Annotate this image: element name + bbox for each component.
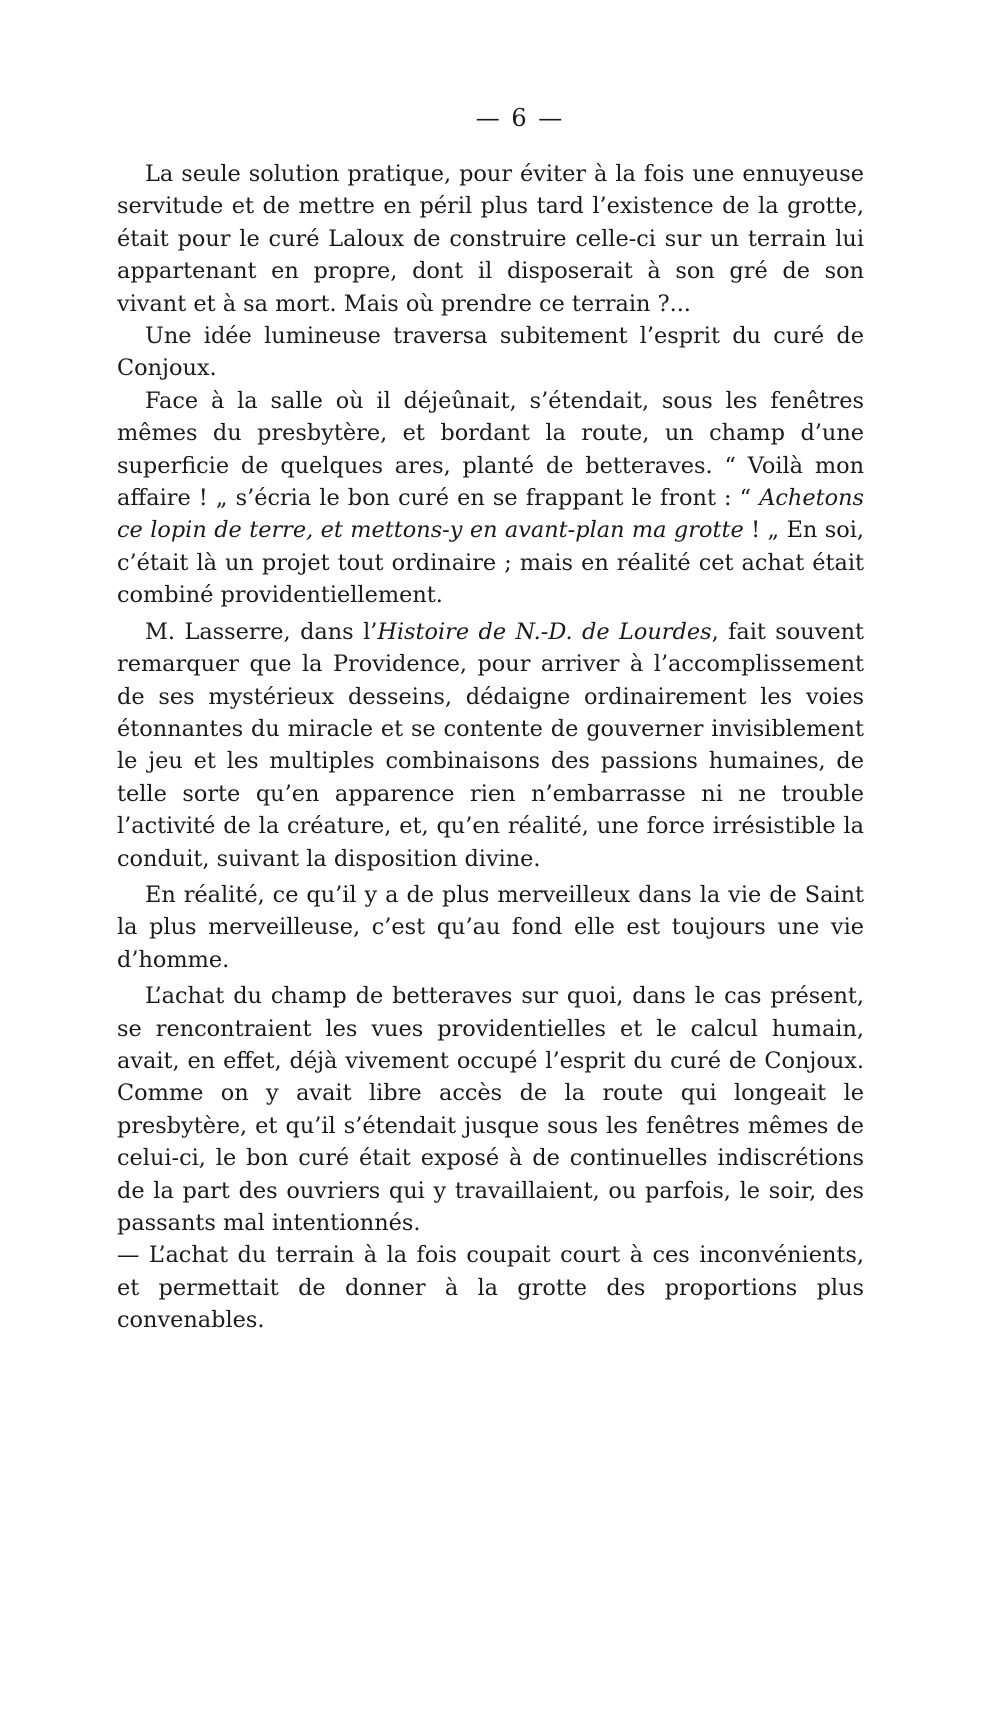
- page-number: — 6 —: [475, 104, 565, 132]
- paragraph-4-text-b: , fait souvent remarquer que la Providence, pour arriver à l’accomplissement de ses mystérieux desseins, dédaigne ordinairement les voies étonnantes du miracle et se contente de gouverner invisiblement le jeu et les multiples combinaisons des passions humaines, de telle sorte qu’en apparence rien n’embarrasse ni ne trouble l’activité de la créature, et, qu’en réalité, une force irrésistible la conduit, suivant la disposition divine.: [117, 618, 865, 872]
- paragraph-7: — L’achat du terrain à la fois coupait court à ces inconvénients, et permettait de donner à la grotte des proportions plus convenables.: [117, 1242, 864, 1334]
- paragraph-4-italic: Histoire de N.-D. de Lourdes: [377, 618, 712, 645]
- paragraph-1: La seule solution pratique, pour éviter à la fois une ennuyeuse servitude et de mettre en péril plus tard l’existence de la grotte, était pour le curé Laloux de construire celle-ci sur un terrain lui appartenant en propre, dont il disposerait à son gré de son vivant et à sa mort. Mais où prendre ce terrain ?...: [117, 161, 864, 317]
- paragraph-4-text-a: M. Lasserre, dans l’: [145, 618, 378, 645]
- paragraph-6: L’achat du champ de betteraves sur quoi, dans le cas présent, se rencontraient les vues providentielles et le calcul humain, avait, en effet, déjà vivement occupé l’esprit du curé de Conjoux. Comme on y avait libre accès de la route qui longeait le presbytère, et qu’il s’étendait jusque sous les fenêtres mêmes de celui-ci, le bon curé était exposé à de continuelles indiscrétions de la part des ouvriers qui y travaillaient, ou parfois, le soir, des passants mal intentionnés.: [117, 983, 864, 1236]
- paragraph-4: [117, 616, 864, 875]
- paragraph-5: En réalité, ce qu’il y a de plus merveilleux dans la vie de Saint la plus merveilleuse, c’est qu’au fond elle est toujours une vie d’homme.: [117, 881, 864, 973]
- paragraph-3: [117, 385, 864, 612]
- paragraph-2: Une idée lumineuse traversa subitement l’esprit du curé de Conjoux.: [117, 323, 864, 382]
- paragraph-3-italic: Achetons ce lopin de terre, et mettons-y en avant-plan ma grotte: [117, 485, 864, 544]
- body-text: [117, 158, 864, 1337]
- paragraph-3-text-b: ! „ En soi, c’était là un projet tout ordinaire ; mais en réalité cet achat était combiné providentiellement.: [117, 517, 865, 609]
- paragraph-3-text-a: Face à la salle où il déjeûnait, s’étendait, sous les fenêtres mêmes du presbytère, et bordant la route, un champ d’une superficie de quelques ares, planté de betteraves. “ Voilà mon affaire ! „ s’écria le bon curé en se frappant le front : “: [117, 387, 864, 512]
